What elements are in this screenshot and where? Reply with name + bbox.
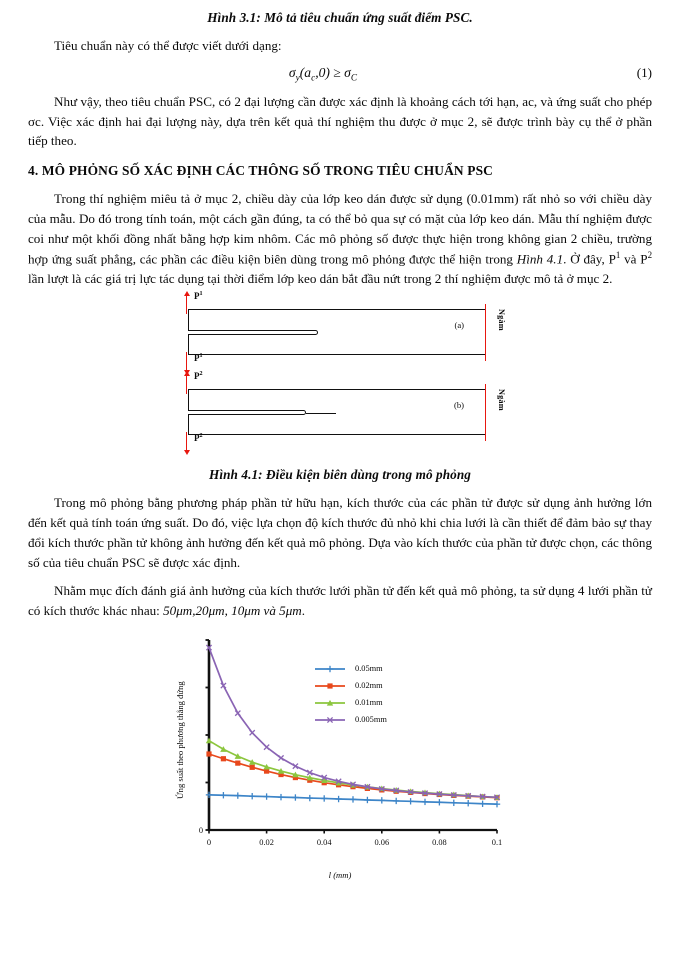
specimen-b: [170, 371, 510, 445]
paragraph-mesh: Nhằm mục đích đánh giá ảnh hưởng của kích thước lưới phần tử đến kết quả mô phỏng, ta sử dụng 4 lưới phần tử có kích thước khác nhau: 50μm,20μm, 10μm và 5μm.: [28, 582, 652, 618]
equation-sub-capital-c: C: [350, 72, 358, 83]
specimen-b-load-letter-top: P: [194, 371, 200, 382]
stress-chart: [28, 632, 652, 882]
equation-number: (1): [636, 64, 652, 80]
intro-line: Tiêu chuẩn này có thể được viết dưới dạng:: [54, 38, 282, 53]
svg-text:0.06: 0.06: [374, 838, 390, 848]
svg-text:0: 0: [198, 826, 203, 836]
figure-4-1-caption: Hình 4.1: Điều kiện biên dùng trong mô phỏng: [209, 467, 471, 483]
legend-item-0.02mm: [313, 677, 387, 694]
equation-sigma-c: σ: [344, 64, 351, 80]
figure-4-1: [28, 291, 652, 463]
specimen-a-tag: (a): [454, 320, 464, 331]
legend-marker-0.02mm: [313, 680, 347, 692]
specimen-b-clamp-line: [485, 384, 486, 441]
equation-args-tail: ,0) ≥: [315, 64, 345, 80]
equation-sub-y: y: [295, 72, 300, 83]
svg-text:0.04: 0.04: [316, 838, 332, 848]
legend-marker-0.005mm: [313, 714, 347, 726]
specimen-b-lower-arm: [188, 412, 486, 435]
specimen-a-upper-arm: [188, 309, 486, 332]
specimen-b-load-label-top: [194, 371, 203, 381]
specimen-a-load-arrow-down: [186, 352, 187, 371]
equation-1: [28, 65, 618, 83]
specimen-b-crack-extension: [306, 413, 336, 414]
figure-3-1-caption: Hình 3.1: Mô tả tiêu chuẩn ứng suất điểm PSC.: [207, 10, 473, 25]
specimen-a-load-sup-top: 1: [199, 291, 203, 298]
specimen-a-load-label-top: [194, 291, 203, 301]
specimen-b-load-letter-bottom: P: [194, 433, 200, 444]
equation-sub-c: c: [311, 72, 316, 83]
specimen-b-clamp-label: Ngàm: [497, 389, 506, 411]
specimen-b-load-arrow-down: [186, 432, 187, 451]
legend-item-0.005mm: [313, 711, 387, 728]
legend-label-0.02mm: 0.02mm: [355, 681, 383, 691]
paragraph-psc: Như vậy, theo tiêu chuẩn PSC, có 2 đại lượng cần được xác định là khoảng cách tới hạn, ac, và ứng suất cho phép σc. Việc xác định hai đại lượng này, dựa trên kết quả thí nghiệm thu được ở mục 2, sẽ được trình bày cụ thể ở phần tiếp theo.: [28, 93, 652, 149]
specimen-a-load-letter-bottom: P: [194, 353, 200, 364]
paragraph-simulation: Trong thí nghiệm miêu tả ở mục 2, chiều dày của lớp keo dán được sử dụng (0.01mm) rất nhỏ so với chiều dày của mẫu. Do đó trong tính toán, một cách gần đúng, ta có thể bỏ qua sự có mặt của lớp keo dán. Mẫu thí nghiệm được coi như một khối đồng nhất bằng hợp kim nhôm. Các mô phỏng số được thực hiện trong không gian 2 chiều, trường hợp ứng suất phẳng, các phần các điều kiện biên dùng trong mô phỏng được thể hiện trong Hình 4.1. Ở đây, $P^1$ và $P^2$ lần lượt là các giá trị lực tác dụng tại thời điểm lớp keo dán bắt đầu nứt trong 2 thí nghiệm được mô tả ở mục 2.: [28, 191, 653, 287]
specimen-b-upper-arm: [188, 389, 486, 412]
legend-marker-0.05mm: [313, 663, 347, 675]
svg-text:0.02: 0.02: [259, 838, 274, 848]
specimen-b-load-label-bottom: [194, 433, 203, 443]
specimen-b-crack-slit: [188, 410, 306, 415]
section-heading-4: 4. MÔ PHỎNG SỐ XÁC ĐỊNH CÁC THÔNG SỐ TRONG TIÊU CHUẨN PSC: [28, 163, 493, 179]
specimen-a-crack-slit: [188, 330, 318, 335]
legend-label-0.01mm: 0.01mm: [355, 698, 383, 708]
svg-text:0: 0: [206, 838, 212, 848]
chart-y-axis-label: Ứng suất theo phương thẳng đứng: [175, 681, 185, 800]
equation-row-1: [28, 65, 652, 83]
legend-item-0.05mm: [313, 660, 387, 677]
specimen-b-load-sup-bottom: 2: [199, 433, 203, 440]
specimen-b-tag: (b): [453, 400, 464, 411]
specimen-a-clamp-line: [485, 304, 486, 361]
chart-x-axis-label: l (mm): [328, 870, 352, 881]
legend-item-0.01mm: [313, 694, 387, 711]
specimen-a-load-arrow-up: [186, 295, 187, 314]
legend-label-0.005mm: 0.005mm: [355, 715, 387, 725]
specimen-a-load-letter-top: P: [194, 291, 200, 302]
specimen-b-load-sup-top: 2: [199, 371, 203, 378]
equation-sigma: σ: [288, 64, 296, 80]
paragraph-fem: Trong mô phỏng bằng phương pháp phần tử hữu hạn, kích thước của các phần tử được sử dụng ảnh hưởng lớn đến kết quả tính toán ứng suất. Do đó, việc lựa chọn độ kích thước đủ nhỏ khi chia lưới là cần thiết để đảm bảo sự thay đổi kích thước phần tử không ảnh hưởng đến kết quả mô phỏng. Dựa vào kích thước của phần tử được chọn, các thông số của tiêu chuẩn PSC sẽ được xác định.: [28, 495, 652, 570]
figure-4-1-drawing: [170, 291, 510, 463]
equation-args: (a: [299, 64, 312, 80]
chart-container: [175, 632, 505, 882]
svg-text:0.1: 0.1: [491, 838, 503, 848]
svg-text:0.08: 0.08: [432, 838, 447, 848]
specimen-a: [170, 291, 510, 365]
specimen-a-load-label-bottom: [194, 353, 203, 363]
specimen-a-clamp-label: Ngàm: [497, 309, 506, 331]
chart-legend: [313, 660, 387, 728]
specimen-a-load-sup-bottom: 1: [199, 353, 203, 360]
legend-marker-0.01mm: [313, 697, 347, 709]
legend-label-0.05mm: 0.05mm: [355, 664, 383, 674]
specimen-a-lower-arm: [188, 332, 486, 355]
specimen-b-load-arrow-up: [186, 375, 187, 394]
